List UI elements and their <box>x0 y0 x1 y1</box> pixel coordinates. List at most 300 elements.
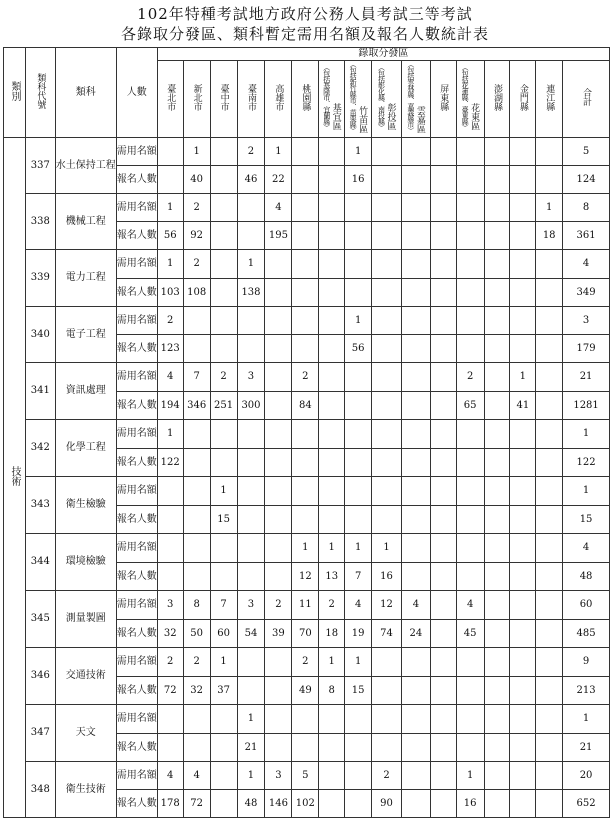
region-value: 18 <box>319 620 345 648</box>
header-region-0 <box>157 61 183 138</box>
region-value: 2 <box>210 363 237 392</box>
subject-code: 341 <box>25 363 55 420</box>
region-value <box>536 392 563 420</box>
region-value <box>157 705 183 734</box>
region-value <box>430 392 456 420</box>
region-main-label: 高雄市 <box>273 83 284 111</box>
region-value <box>401 194 430 222</box>
region-main-label: 花東區 <box>469 103 480 130</box>
row-kind-need: 需用名額 <box>116 762 157 790</box>
region-main-label: 臺南市 <box>245 83 256 111</box>
region-value: 1 <box>319 648 345 677</box>
subject-name: 環境檢驗 <box>55 534 116 591</box>
header-region-9 <box>401 61 430 138</box>
region-value <box>484 734 510 762</box>
subject-code: 342 <box>25 420 55 477</box>
region-value <box>210 534 237 563</box>
region-value <box>210 734 237 762</box>
region-value: 300 <box>237 392 265 420</box>
region-value <box>345 363 372 392</box>
region-value <box>401 477 430 506</box>
region-value <box>430 734 456 762</box>
region-value <box>372 449 402 477</box>
statistics-table <box>3 47 610 818</box>
header-region-5 <box>292 61 319 138</box>
subject-name: 衛生檢驗 <box>55 477 116 534</box>
row-kind-need: 需用名額 <box>116 534 157 563</box>
region-value <box>292 307 319 335</box>
region-value: 146 <box>265 790 292 818</box>
region-value <box>536 250 563 279</box>
region-value <box>510 449 536 477</box>
region-value: 12 <box>292 563 319 591</box>
region-value <box>430 250 456 279</box>
region-value <box>183 477 210 506</box>
region-value <box>345 194 372 222</box>
region-value <box>430 138 456 166</box>
region-value <box>536 648 563 677</box>
region-value <box>484 534 510 563</box>
row-total: 124 <box>563 166 610 194</box>
region-value <box>484 790 510 818</box>
region-value <box>319 335 345 363</box>
region-value <box>536 534 563 563</box>
region-value <box>210 166 237 194</box>
region-value <box>183 335 210 363</box>
region-value <box>536 705 563 734</box>
region-value: 4 <box>345 591 372 620</box>
region-value <box>401 166 430 194</box>
row-total: 1281 <box>563 392 610 420</box>
region-value: 8 <box>183 591 210 620</box>
region-value: 1 <box>345 307 372 335</box>
region-value <box>345 734 372 762</box>
region-value: 346 <box>183 392 210 420</box>
row-total: 4 <box>563 250 610 279</box>
region-value: 2 <box>319 591 345 620</box>
row-kind-apply: 報名人數 <box>116 790 157 818</box>
region-value: 4 <box>456 591 484 620</box>
region-main-label: 桃園縣 <box>300 83 311 111</box>
region-value: 84 <box>292 392 319 420</box>
region-value: 103 <box>157 279 183 307</box>
region-value <box>210 250 237 279</box>
region-value: 2 <box>292 363 319 392</box>
region-value: 16 <box>372 563 402 591</box>
row-kind-need: 需用名額 <box>116 705 157 734</box>
region-value <box>292 705 319 734</box>
region-value: 15 <box>345 677 372 705</box>
region-value <box>401 677 430 705</box>
region-value <box>372 279 402 307</box>
row-total: 21 <box>563 734 610 762</box>
region-value <box>292 449 319 477</box>
region-value <box>510 734 536 762</box>
region-value <box>484 363 510 392</box>
region-value: 4 <box>401 591 430 620</box>
region-value <box>157 734 183 762</box>
region-value <box>484 420 510 449</box>
region-value <box>237 420 265 449</box>
region-value: 49 <box>292 677 319 705</box>
header-region-3 <box>237 61 265 138</box>
region-value <box>265 307 292 335</box>
row-total: 3 <box>563 307 610 335</box>
header-region-11 <box>456 61 484 138</box>
row-kind-apply: 報名人數 <box>116 392 157 420</box>
region-value <box>157 477 183 506</box>
region-value <box>319 250 345 279</box>
region-value: 7 <box>183 363 210 392</box>
row-kind-need: 需用名額 <box>116 648 157 677</box>
region-value <box>401 790 430 818</box>
region-value: 138 <box>237 279 265 307</box>
header-region-13 <box>510 61 536 138</box>
region-value <box>210 194 237 222</box>
region-value <box>401 762 430 790</box>
region-value <box>210 449 237 477</box>
region-value <box>292 734 319 762</box>
region-value: 1 <box>345 138 372 166</box>
region-value <box>372 392 402 420</box>
region-value <box>430 307 456 335</box>
table-row <box>4 477 610 506</box>
region-value <box>510 222 536 250</box>
region-value: 11 <box>292 591 319 620</box>
region-sub-label: （包括花蓮縣、臺東縣） <box>461 64 470 130</box>
region-value <box>345 449 372 477</box>
region-value <box>237 563 265 591</box>
region-value <box>510 166 536 194</box>
region-value: 1 <box>456 762 484 790</box>
region-value <box>210 420 237 449</box>
region-value <box>510 307 536 335</box>
region-value <box>210 222 237 250</box>
region-value: 1 <box>237 250 265 279</box>
region-value <box>430 279 456 307</box>
region-value <box>183 534 210 563</box>
region-value <box>372 166 402 194</box>
region-value <box>319 279 345 307</box>
region-main-label: 金門縣 <box>517 83 528 111</box>
region-value <box>536 420 563 449</box>
row-kind-need: 需用名額 <box>116 194 157 222</box>
table-row <box>4 648 610 677</box>
subject-code: 343 <box>25 477 55 534</box>
row-kind-apply: 報名人數 <box>116 506 157 534</box>
region-value: 50 <box>183 620 210 648</box>
table-row <box>4 420 610 449</box>
region-value <box>430 194 456 222</box>
region-value <box>456 734 484 762</box>
region-value <box>401 563 430 591</box>
region-value <box>183 705 210 734</box>
region-value <box>510 335 536 363</box>
region-value <box>456 194 484 222</box>
table-row <box>4 705 610 734</box>
region-value <box>292 250 319 279</box>
region-value <box>401 307 430 335</box>
region-value <box>484 477 510 506</box>
region-value <box>237 222 265 250</box>
header-region-2 <box>210 61 237 138</box>
region-value <box>430 449 456 477</box>
region-value <box>372 677 402 705</box>
region-value <box>430 335 456 363</box>
region-value <box>484 222 510 250</box>
region-value: 19 <box>345 620 372 648</box>
region-value: 56 <box>157 222 183 250</box>
region-value: 7 <box>210 591 237 620</box>
region-value: 74 <box>372 620 402 648</box>
region-value <box>345 762 372 790</box>
region-value: 1 <box>157 250 183 279</box>
region-value: 12 <box>372 591 402 620</box>
region-sub-label: （包括基隆市、宜蘭縣） <box>322 64 331 130</box>
region-value <box>536 335 563 363</box>
region-value: 3 <box>157 591 183 620</box>
region-value: 13 <box>319 563 345 591</box>
region-value <box>484 591 510 620</box>
region-value: 2 <box>157 307 183 335</box>
table-row <box>4 194 610 222</box>
row-total: 20 <box>563 762 610 790</box>
row-total: 1 <box>563 420 610 449</box>
table-row <box>4 138 610 166</box>
header-region-7 <box>345 61 372 138</box>
subject-code: 339 <box>25 250 55 307</box>
region-value <box>157 506 183 534</box>
region-value: 54 <box>237 620 265 648</box>
region-sub-label: （包括雲林縣、嘉義縣市） <box>406 61 415 133</box>
subject-name: 水土保持工程 <box>55 138 116 194</box>
region-value <box>237 648 265 677</box>
header-region-14 <box>536 61 563 138</box>
region-value <box>456 477 484 506</box>
row-kind-need: 需用名額 <box>116 138 157 166</box>
region-value: 18 <box>536 222 563 250</box>
region-value <box>536 307 563 335</box>
region-value <box>265 392 292 420</box>
region-value: 65 <box>456 392 484 420</box>
region-value: 4 <box>265 194 292 222</box>
region-value <box>430 534 456 563</box>
region-value <box>265 449 292 477</box>
region-value: 2 <box>292 648 319 677</box>
table-row <box>4 307 610 335</box>
region-value <box>484 449 510 477</box>
region-value <box>510 563 536 591</box>
region-value <box>536 138 563 166</box>
region-value <box>456 166 484 194</box>
subject-code: 344 <box>25 534 55 591</box>
region-value <box>210 790 237 818</box>
region-value <box>536 620 563 648</box>
region-value <box>456 506 484 534</box>
subject-name: 天文 <box>55 705 116 762</box>
region-main-label: 彰投區 <box>385 103 396 130</box>
table-row <box>4 534 610 563</box>
region-value <box>372 194 402 222</box>
region-value: 46 <box>237 166 265 194</box>
row-kind-apply: 報名人數 <box>116 222 157 250</box>
row-total: 349 <box>563 279 610 307</box>
region-value <box>401 506 430 534</box>
region-value <box>536 166 563 194</box>
region-value: 2 <box>265 591 292 620</box>
region-value <box>430 420 456 449</box>
region-value: 5 <box>292 762 319 790</box>
region-main-label: 屏東縣 <box>438 83 449 111</box>
region-value <box>536 677 563 705</box>
region-main-label: 新北市 <box>191 83 202 111</box>
row-total: 179 <box>563 335 610 363</box>
region-value: 72 <box>157 677 183 705</box>
header-region-8 <box>372 61 402 138</box>
region-value <box>210 762 237 790</box>
region-value <box>319 762 345 790</box>
row-total: 21 <box>563 363 610 392</box>
region-value <box>430 648 456 677</box>
region-value: 3 <box>237 591 265 620</box>
region-value <box>157 166 183 194</box>
row-kind-apply: 報名人數 <box>116 335 157 363</box>
region-sub-label: （包括新竹縣市、苗栗縣） <box>349 61 358 133</box>
region-value: 3 <box>265 762 292 790</box>
subject-code: 337 <box>25 138 55 194</box>
region-value <box>484 335 510 363</box>
region-value: 60 <box>210 620 237 648</box>
region-value <box>265 335 292 363</box>
region-value: 108 <box>183 279 210 307</box>
region-value <box>430 563 456 591</box>
region-value <box>430 790 456 818</box>
region-value <box>484 762 510 790</box>
row-kind-need: 需用名額 <box>116 420 157 449</box>
region-value <box>401 392 430 420</box>
subject-name: 衛生技術 <box>55 762 116 818</box>
row-total: 60 <box>563 591 610 620</box>
category-cell: 技術 <box>4 138 26 818</box>
region-value: 2 <box>183 194 210 222</box>
region-value <box>456 705 484 734</box>
region-value <box>510 790 536 818</box>
document-title-line-1: 102年特種考試地方政府公務人員考試三等考試 <box>137 5 473 23</box>
region-value <box>456 279 484 307</box>
region-sub-label: （包括彰化縣、南投縣） <box>377 64 386 130</box>
region-value <box>484 705 510 734</box>
region-value: 32 <box>183 677 210 705</box>
region-value: 1 <box>157 420 183 449</box>
subject-name: 電力工程 <box>55 250 116 307</box>
region-value <box>345 250 372 279</box>
region-value <box>372 363 402 392</box>
region-value <box>183 420 210 449</box>
region-value <box>510 677 536 705</box>
region-value: 1 <box>157 194 183 222</box>
region-value <box>372 222 402 250</box>
region-value <box>536 279 563 307</box>
header-category: 類別 <box>4 48 26 138</box>
region-main-label: 臺北市 <box>165 83 176 111</box>
region-value <box>265 734 292 762</box>
region-value <box>319 194 345 222</box>
region-value: 2 <box>456 363 484 392</box>
region-value <box>401 534 430 563</box>
region-value <box>430 222 456 250</box>
region-value <box>456 335 484 363</box>
region-value <box>265 506 292 534</box>
region-value <box>345 790 372 818</box>
region-main-label: 雲嘉區 <box>414 106 425 133</box>
region-value <box>372 335 402 363</box>
region-value <box>456 222 484 250</box>
region-value <box>456 307 484 335</box>
row-kind-apply: 報名人數 <box>116 563 157 591</box>
region-value <box>345 506 372 534</box>
region-value <box>401 222 430 250</box>
region-value: 8 <box>319 677 345 705</box>
region-value <box>456 563 484 591</box>
region-value: 39 <box>265 620 292 648</box>
region-value <box>510 648 536 677</box>
row-kind-apply: 報名人數 <box>116 279 157 307</box>
row-total: 1 <box>563 705 610 734</box>
region-value <box>456 138 484 166</box>
row-total: 485 <box>563 620 610 648</box>
table-row <box>4 591 610 620</box>
region-value <box>510 477 536 506</box>
row-kind-need: 需用名額 <box>116 363 157 392</box>
header-region-1 <box>183 61 210 138</box>
region-main-label: 臺中市 <box>218 83 229 111</box>
region-value <box>210 279 237 307</box>
region-value <box>484 138 510 166</box>
region-main-label: 基宜區 <box>330 103 341 130</box>
header-region-group: 錄取分發區 <box>157 48 609 61</box>
region-value <box>237 534 265 563</box>
region-value: 4 <box>183 762 210 790</box>
region-value <box>319 392 345 420</box>
region-value <box>265 477 292 506</box>
header-code: 類科代號 <box>25 48 55 138</box>
region-value <box>536 563 563 591</box>
region-value: 123 <box>157 335 183 363</box>
region-value: 4 <box>157 363 183 392</box>
subject-name: 資訊處理 <box>55 363 116 420</box>
region-value <box>401 138 430 166</box>
region-value <box>237 194 265 222</box>
row-kind-apply: 報名人數 <box>116 166 157 194</box>
header-region-4 <box>265 61 292 138</box>
region-value: 1 <box>319 534 345 563</box>
region-value <box>183 449 210 477</box>
subject-code: 340 <box>25 307 55 363</box>
region-value <box>456 420 484 449</box>
region-value <box>456 534 484 563</box>
region-value <box>430 506 456 534</box>
region-value: 122 <box>157 449 183 477</box>
subject-name: 電子工程 <box>55 307 116 363</box>
region-value <box>510 762 536 790</box>
subject-name: 機械工程 <box>55 194 116 250</box>
region-value <box>430 677 456 705</box>
region-value <box>430 166 456 194</box>
region-value: 2 <box>237 138 265 166</box>
region-value: 21 <box>237 734 265 762</box>
region-value <box>484 194 510 222</box>
subject-code: 347 <box>25 705 55 762</box>
